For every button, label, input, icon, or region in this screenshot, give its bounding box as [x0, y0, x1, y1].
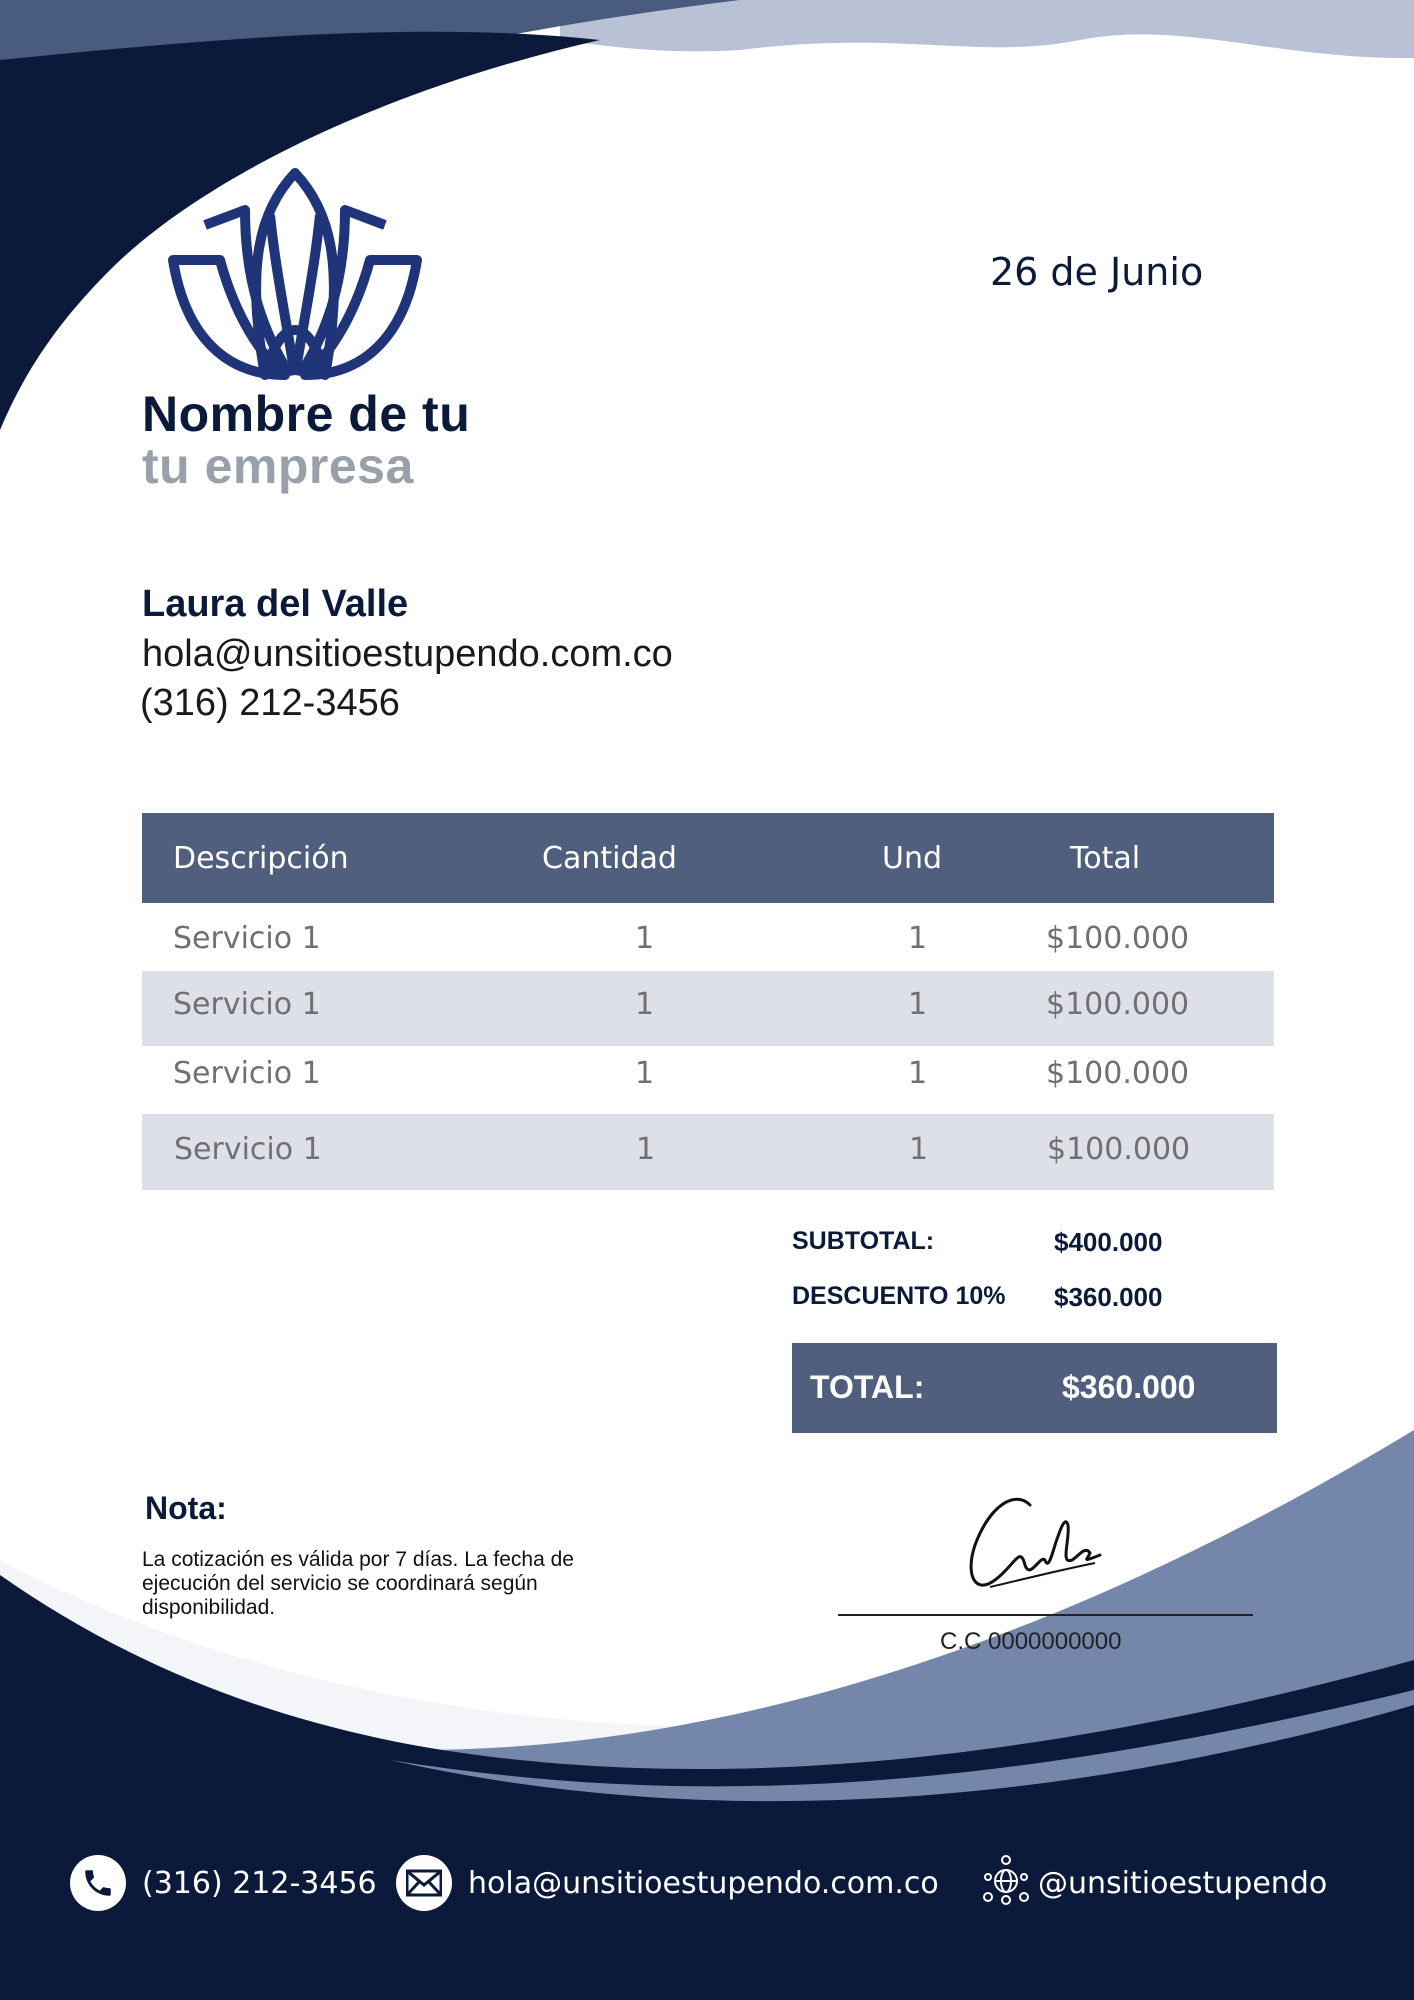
table-row: [142, 971, 1274, 1046]
client-name: Laura del Valle: [142, 583, 409, 625]
row-total: $100.000: [1046, 921, 1190, 956]
row-total: $100.000: [1046, 987, 1190, 1022]
header-quantity: Cantidad: [542, 841, 677, 876]
row-quantity: 1: [635, 987, 655, 1022]
signature-line: [838, 1614, 1253, 1616]
company-name-secondary: tu empresa: [142, 438, 414, 494]
company-name: Nombre de tu: [142, 386, 471, 442]
mail-icon: [396, 1855, 452, 1911]
client-phone: (316) 212-3456: [140, 682, 400, 724]
row-unit: 1: [908, 921, 928, 956]
header-total: Total: [1070, 841, 1141, 876]
footer-social-text: @unsitioestupendo: [1038, 1865, 1328, 1901]
footer-email-text: hola@unsitioestupendo.com.co: [468, 1865, 939, 1901]
header-description: Descripción: [173, 841, 349, 876]
phone-icon: [70, 1855, 126, 1911]
table-row: [142, 903, 1274, 971]
row-unit: 1: [908, 1056, 928, 1091]
discount-value: $360.000: [1054, 1282, 1163, 1312]
note-title: Nota:: [145, 1490, 227, 1526]
signature-id: C.C 0000000000: [940, 1628, 1122, 1655]
client-email: hola@unsitioestupendo.com.co: [142, 633, 673, 675]
table-header: [142, 813, 1274, 903]
row-unit: 1: [909, 1132, 929, 1167]
row-quantity: 1: [635, 921, 655, 956]
row-description: Servicio 1: [173, 921, 321, 956]
footer-phone[interactable]: [70, 1855, 377, 1911]
total-label: TOTAL:: [810, 1369, 925, 1405]
row-description: Servicio 1: [173, 987, 321, 1022]
table-row: [142, 1046, 1274, 1114]
subtotal-value: $400.000: [1054, 1227, 1163, 1257]
network-globe-icon: [980, 1853, 1032, 1913]
row-description: Servicio 1: [173, 1056, 321, 1091]
note-text: La cotización es válida por 7 días. La fecha de ejecución del servicio se coordinará según disponibilidad.: [142, 1548, 574, 1619]
footer-social[interactable]: [980, 1855, 1327, 1911]
handwritten-signature: [960, 1485, 1110, 1605]
document-date: 26 de Junio: [990, 250, 1204, 294]
header-unit: Und: [882, 841, 943, 876]
quote-table: [142, 813, 1274, 1190]
footer-phone-text: (316) 212-3456: [142, 1865, 377, 1901]
row-description: Servicio 1: [174, 1132, 322, 1167]
lotus-logo-icon: [165, 165, 425, 385]
total-box: [792, 1343, 1277, 1433]
footer-email[interactable]: [396, 1855, 939, 1911]
row-total: $100.000: [1047, 1132, 1191, 1167]
row-unit: 1: [908, 987, 928, 1022]
discount-label: DESCUENTO 10%: [792, 1282, 1006, 1310]
row-quantity: 1: [636, 1132, 656, 1167]
total-value: $360.000: [1062, 1369, 1196, 1405]
subtotal-label: SUBTOTAL:: [792, 1227, 935, 1255]
row-quantity: 1: [635, 1056, 655, 1091]
table-row: [142, 1114, 1274, 1190]
row-total: $100.000: [1046, 1056, 1190, 1091]
